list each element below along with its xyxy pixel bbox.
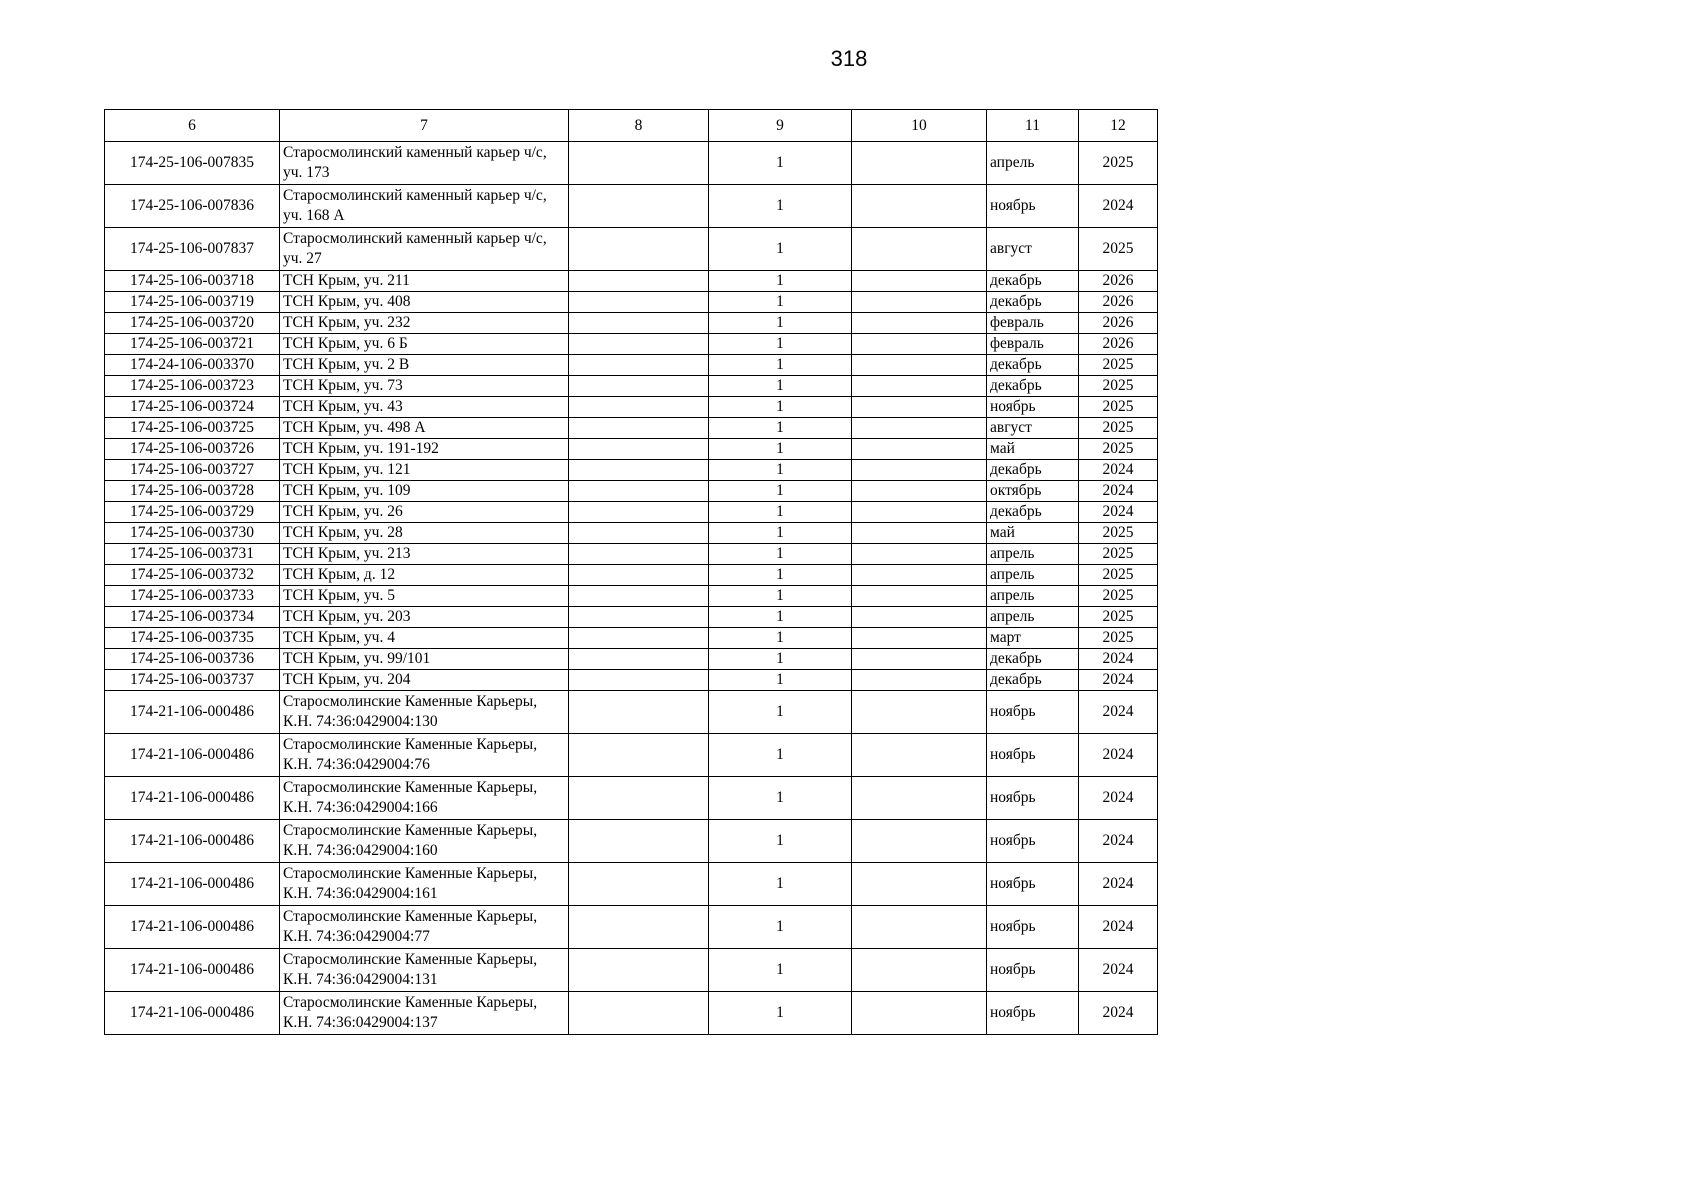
- quantity-cell: 1: [709, 313, 852, 334]
- address-cell: Старосмолинские Каменные Карьеры, К.Н. 74:36:0429004:137: [280, 992, 569, 1035]
- year-cell: 2024: [1079, 460, 1158, 481]
- column-8-cell: [569, 820, 709, 863]
- column-10-cell: [852, 628, 987, 649]
- table-row: [105, 992, 1158, 1035]
- year-cell: 2026: [1079, 313, 1158, 334]
- month-cell: ноябрь: [987, 949, 1079, 992]
- quantity-cell: 1: [709, 863, 852, 906]
- column-8-cell: [569, 777, 709, 820]
- table-row: [105, 502, 1158, 523]
- column-header: 7: [280, 110, 569, 142]
- table-row: [105, 460, 1158, 481]
- table-row: [105, 820, 1158, 863]
- column-8-cell: [569, 523, 709, 544]
- month-cell: апрель: [987, 544, 1079, 565]
- table-row: [105, 544, 1158, 565]
- column-10-cell: [852, 586, 987, 607]
- column-10-cell: [852, 949, 987, 992]
- column-10-cell: [852, 376, 987, 397]
- table-row: [105, 734, 1158, 777]
- quantity-cell: 1: [709, 777, 852, 820]
- column-8-cell: [569, 670, 709, 691]
- month-cell: декабрь: [987, 271, 1079, 292]
- address-cell: Старосмолинский каменный карьер ч/с, уч. 168 А: [280, 185, 569, 228]
- quantity-cell: 1: [709, 906, 852, 949]
- quantity-cell: 1: [709, 649, 852, 670]
- column-10-cell: [852, 863, 987, 906]
- column-10-cell: [852, 565, 987, 586]
- column-8-cell: [569, 292, 709, 313]
- address-cell: Старосмолинские Каменные Карьеры, К.Н. 74:36:0429004:166: [280, 777, 569, 820]
- column-10-cell: [852, 397, 987, 418]
- year-cell: 2025: [1079, 586, 1158, 607]
- table-row: [105, 142, 1158, 185]
- quantity-cell: 1: [709, 481, 852, 502]
- column-10-cell: [852, 228, 987, 271]
- record-number-cell: 174-25-106-003735: [105, 628, 280, 649]
- column-8-cell: [569, 439, 709, 460]
- column-10-cell: [852, 271, 987, 292]
- column-8-cell: [569, 949, 709, 992]
- column-8-cell: [569, 691, 709, 734]
- year-cell: 2024: [1079, 649, 1158, 670]
- column-10-cell: [852, 439, 987, 460]
- month-cell: декабрь: [987, 355, 1079, 376]
- column-8-cell: [569, 228, 709, 271]
- quantity-cell: 1: [709, 949, 852, 992]
- column-8-cell: [569, 586, 709, 607]
- year-cell: 2025: [1079, 544, 1158, 565]
- table-body: [105, 142, 1158, 1035]
- address-cell: Старосмолинский каменный карьер ч/с, уч. 27: [280, 228, 569, 271]
- month-cell: ноябрь: [987, 820, 1079, 863]
- table-row: [105, 586, 1158, 607]
- address-cell: ТСН Крым, уч. 6 Б: [280, 334, 569, 355]
- address-cell: ТСН Крым, уч. 204: [280, 670, 569, 691]
- month-cell: ноябрь: [987, 992, 1079, 1035]
- address-cell: Старосмолинские Каменные Карьеры, К.Н. 74:36:0429004:130: [280, 691, 569, 734]
- month-cell: май: [987, 439, 1079, 460]
- column-10-cell: [852, 777, 987, 820]
- year-cell: 2026: [1079, 271, 1158, 292]
- record-number-cell: 174-24-106-003370: [105, 355, 280, 376]
- column-10-cell: [852, 460, 987, 481]
- record-number-cell: 174-25-106-003721: [105, 334, 280, 355]
- year-cell: 2025: [1079, 607, 1158, 628]
- record-number-cell: 174-25-106-003723: [105, 376, 280, 397]
- month-cell: декабрь: [987, 292, 1079, 313]
- page-number: 318: [830, 46, 868, 71]
- quantity-cell: 1: [709, 734, 852, 777]
- year-cell: 2024: [1079, 670, 1158, 691]
- column-10-cell: [852, 185, 987, 228]
- record-number-cell: 174-25-106-003720: [105, 313, 280, 334]
- table-row: [105, 397, 1158, 418]
- column-8-cell: [569, 565, 709, 586]
- year-cell: 2024: [1079, 863, 1158, 906]
- address-cell: ТСН Крым, уч. 121: [280, 460, 569, 481]
- column-8-cell: [569, 628, 709, 649]
- month-cell: август: [987, 228, 1079, 271]
- year-cell: 2024: [1079, 992, 1158, 1035]
- year-cell: 2025: [1079, 228, 1158, 271]
- column-10-cell: [852, 544, 987, 565]
- record-number-cell: 174-21-106-000486: [105, 777, 280, 820]
- year-cell: 2025: [1079, 142, 1158, 185]
- address-cell: ТСН Крым, уч. 28: [280, 523, 569, 544]
- record-number-cell: 174-25-106-003718: [105, 271, 280, 292]
- quantity-cell: 1: [709, 992, 852, 1035]
- address-cell: ТСН Крым, уч. 99/101: [280, 649, 569, 670]
- year-cell: 2025: [1079, 523, 1158, 544]
- quantity-cell: 1: [709, 228, 852, 271]
- year-cell: 2025: [1079, 439, 1158, 460]
- address-cell: Старосмолинские Каменные Карьеры, К.Н. 74:36:0429004:131: [280, 949, 569, 992]
- year-cell: 2026: [1079, 334, 1158, 355]
- record-number-cell: 174-21-106-000486: [105, 734, 280, 777]
- month-cell: декабрь: [987, 670, 1079, 691]
- month-cell: апрель: [987, 607, 1079, 628]
- quantity-cell: 1: [709, 439, 852, 460]
- record-number-cell: 174-25-106-003737: [105, 670, 280, 691]
- quantity-cell: 1: [709, 460, 852, 481]
- year-cell: 2024: [1079, 734, 1158, 777]
- address-cell: ТСН Крым, уч. 211: [280, 271, 569, 292]
- table-row: [105, 607, 1158, 628]
- month-cell: декабрь: [987, 460, 1079, 481]
- year-cell: 2024: [1079, 949, 1158, 992]
- month-cell: ноябрь: [987, 863, 1079, 906]
- table-row: [105, 271, 1158, 292]
- quantity-cell: 1: [709, 523, 852, 544]
- address-cell: ТСН Крым, уч. 2 В: [280, 355, 569, 376]
- column-8-cell: [569, 649, 709, 670]
- record-number-cell: 174-25-106-003733: [105, 586, 280, 607]
- column-10-cell: [852, 992, 987, 1035]
- quantity-cell: 1: [709, 820, 852, 863]
- record-number-cell: 174-25-106-007836: [105, 185, 280, 228]
- year-cell: 2025: [1079, 418, 1158, 439]
- table-row: [105, 228, 1158, 271]
- column-8-cell: [569, 418, 709, 439]
- table-row: [105, 439, 1158, 460]
- column-8-cell: [569, 734, 709, 777]
- year-cell: 2025: [1079, 397, 1158, 418]
- column-8-cell: [569, 334, 709, 355]
- address-cell: ТСН Крым, уч. 203: [280, 607, 569, 628]
- month-cell: декабрь: [987, 649, 1079, 670]
- column-10-cell: [852, 906, 987, 949]
- year-cell: 2024: [1079, 185, 1158, 228]
- year-cell: 2024: [1079, 906, 1158, 949]
- address-cell: Старосмолинский каменный карьер ч/с, уч. 173: [280, 142, 569, 185]
- address-cell: ТСН Крым, уч. 408: [280, 292, 569, 313]
- table-row: [105, 670, 1158, 691]
- record-number-cell: 174-25-106-007837: [105, 228, 280, 271]
- address-cell: ТСН Крым, уч. 4: [280, 628, 569, 649]
- address-cell: ТСН Крым, уч. 191-192: [280, 439, 569, 460]
- month-cell: август: [987, 418, 1079, 439]
- column-8-cell: [569, 607, 709, 628]
- table-row: [105, 691, 1158, 734]
- record-number-cell: 174-25-106-003731: [105, 544, 280, 565]
- quantity-cell: 1: [709, 691, 852, 734]
- column-10-cell: [852, 142, 987, 185]
- quantity-cell: 1: [709, 565, 852, 586]
- quantity-cell: 1: [709, 670, 852, 691]
- quantity-cell: 1: [709, 586, 852, 607]
- quantity-cell: 1: [709, 334, 852, 355]
- column-8-cell: [569, 397, 709, 418]
- month-cell: октябрь: [987, 481, 1079, 502]
- column-10-cell: [852, 734, 987, 777]
- quantity-cell: 1: [709, 544, 852, 565]
- record-number-cell: 174-25-106-003732: [105, 565, 280, 586]
- column-8-cell: [569, 544, 709, 565]
- column-10-cell: [852, 481, 987, 502]
- address-cell: ТСН Крым, уч. 5: [280, 586, 569, 607]
- record-number-cell: 174-21-106-000486: [105, 691, 280, 734]
- address-cell: ТСН Крым, уч. 498 А: [280, 418, 569, 439]
- column-header: 9: [709, 110, 852, 142]
- record-number-cell: 174-25-106-003725: [105, 418, 280, 439]
- table-row: [105, 523, 1158, 544]
- month-cell: декабрь: [987, 376, 1079, 397]
- quantity-cell: 1: [709, 142, 852, 185]
- table-row: [105, 949, 1158, 992]
- year-cell: 2025: [1079, 565, 1158, 586]
- table-row: [105, 649, 1158, 670]
- quantity-cell: 1: [709, 292, 852, 313]
- column-10-cell: [852, 355, 987, 376]
- address-cell: ТСН Крым, уч. 109: [280, 481, 569, 502]
- column-10-cell: [852, 691, 987, 734]
- column-8-cell: [569, 313, 709, 334]
- address-cell: ТСН Крым, уч. 43: [280, 397, 569, 418]
- quantity-cell: 1: [709, 607, 852, 628]
- record-number-cell: 174-25-106-003729: [105, 502, 280, 523]
- quantity-cell: 1: [709, 271, 852, 292]
- record-number-cell: 174-21-106-000486: [105, 992, 280, 1035]
- column-10-cell: [852, 820, 987, 863]
- table-row: [105, 334, 1158, 355]
- address-cell: Старосмолинские Каменные Карьеры, К.Н. 74:36:0429004:161: [280, 863, 569, 906]
- column-10-cell: [852, 292, 987, 313]
- month-cell: апрель: [987, 142, 1079, 185]
- table-row: [105, 628, 1158, 649]
- table-header-row: [105, 110, 1158, 142]
- table-row: [105, 906, 1158, 949]
- column-header: 10: [852, 110, 987, 142]
- month-cell: февраль: [987, 313, 1079, 334]
- year-cell: 2024: [1079, 502, 1158, 523]
- table-row: [105, 418, 1158, 439]
- address-cell: Старосмолинские Каменные Карьеры, К.Н. 74:36:0429004:76: [280, 734, 569, 777]
- record-number-cell: 174-25-106-003728: [105, 481, 280, 502]
- year-cell: 2026: [1079, 292, 1158, 313]
- column-8-cell: [569, 460, 709, 481]
- column-header: 12: [1079, 110, 1158, 142]
- record-number-cell: 174-25-106-003726: [105, 439, 280, 460]
- address-cell: ТСН Крым, уч. 26: [280, 502, 569, 523]
- month-cell: ноябрь: [987, 185, 1079, 228]
- address-cell: ТСН Крым, д. 12: [280, 565, 569, 586]
- address-cell: Старосмолинские Каменные Карьеры, К.Н. 74:36:0429004:160: [280, 820, 569, 863]
- quantity-cell: 1: [709, 628, 852, 649]
- record-number-cell: 174-25-106-003736: [105, 649, 280, 670]
- record-number-cell: 174-25-106-003734: [105, 607, 280, 628]
- month-cell: ноябрь: [987, 777, 1079, 820]
- table-row: [105, 355, 1158, 376]
- table-row: [105, 777, 1158, 820]
- quantity-cell: 1: [709, 376, 852, 397]
- table-row: [105, 481, 1158, 502]
- month-cell: ноябрь: [987, 397, 1079, 418]
- data-table: [104, 109, 1158, 1035]
- column-header: 11: [987, 110, 1079, 142]
- column-8-cell: [569, 906, 709, 949]
- record-number-cell: 174-25-106-007835: [105, 142, 280, 185]
- year-cell: 2024: [1079, 820, 1158, 863]
- table-row: [105, 292, 1158, 313]
- column-10-cell: [852, 418, 987, 439]
- column-8-cell: [569, 992, 709, 1035]
- year-cell: 2025: [1079, 376, 1158, 397]
- quantity-cell: 1: [709, 397, 852, 418]
- record-number-cell: 174-25-106-003724: [105, 397, 280, 418]
- record-number-cell: 174-25-106-003730: [105, 523, 280, 544]
- table-row: [105, 185, 1158, 228]
- month-cell: ноябрь: [987, 734, 1079, 777]
- year-cell: 2024: [1079, 777, 1158, 820]
- quantity-cell: 1: [709, 418, 852, 439]
- column-8-cell: [569, 863, 709, 906]
- address-cell: ТСН Крым, уч. 232: [280, 313, 569, 334]
- year-cell: 2025: [1079, 628, 1158, 649]
- month-cell: март: [987, 628, 1079, 649]
- table-row: [105, 863, 1158, 906]
- column-8-cell: [569, 142, 709, 185]
- column-8-cell: [569, 271, 709, 292]
- table-row: [105, 376, 1158, 397]
- column-8-cell: [569, 376, 709, 397]
- column-10-cell: [852, 334, 987, 355]
- record-number-cell: 174-21-106-000486: [105, 863, 280, 906]
- column-8-cell: [569, 481, 709, 502]
- record-number-cell: 174-21-106-000486: [105, 949, 280, 992]
- column-10-cell: [852, 607, 987, 628]
- address-cell: ТСН Крым, уч. 73: [280, 376, 569, 397]
- column-10-cell: [852, 523, 987, 544]
- column-header: 8: [569, 110, 709, 142]
- record-number-cell: 174-25-106-003727: [105, 460, 280, 481]
- table-row: [105, 565, 1158, 586]
- year-cell: 2024: [1079, 691, 1158, 734]
- month-cell: декабрь: [987, 502, 1079, 523]
- address-cell: Старосмолинские Каменные Карьеры, К.Н. 74:36:0429004:77: [280, 906, 569, 949]
- record-number-cell: 174-21-106-000486: [105, 820, 280, 863]
- month-cell: ноябрь: [987, 906, 1079, 949]
- column-8-cell: [569, 185, 709, 228]
- month-cell: февраль: [987, 334, 1079, 355]
- column-10-cell: [852, 649, 987, 670]
- column-8-cell: [569, 502, 709, 523]
- quantity-cell: 1: [709, 185, 852, 228]
- column-header: 6: [105, 110, 280, 142]
- record-number-cell: 174-21-106-000486: [105, 906, 280, 949]
- column-8-cell: [569, 355, 709, 376]
- column-10-cell: [852, 502, 987, 523]
- month-cell: апрель: [987, 565, 1079, 586]
- record-number-cell: 174-25-106-003719: [105, 292, 280, 313]
- table-row: [105, 313, 1158, 334]
- address-cell: ТСН Крым, уч. 213: [280, 544, 569, 565]
- column-10-cell: [852, 670, 987, 691]
- quantity-cell: 1: [709, 502, 852, 523]
- month-cell: май: [987, 523, 1079, 544]
- year-cell: 2024: [1079, 481, 1158, 502]
- quantity-cell: 1: [709, 355, 852, 376]
- year-cell: 2025: [1079, 355, 1158, 376]
- month-cell: ноябрь: [987, 691, 1079, 734]
- column-10-cell: [852, 313, 987, 334]
- month-cell: апрель: [987, 586, 1079, 607]
